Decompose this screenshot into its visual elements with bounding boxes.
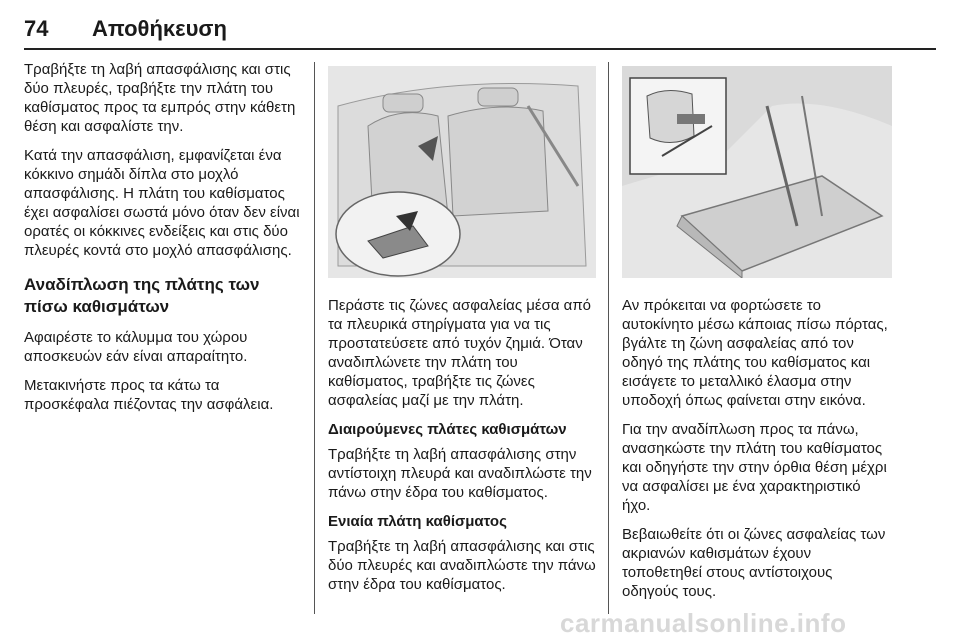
left-column (24, 60, 306, 424)
column-divider-left (314, 62, 315, 614)
footer-watermark-url: carmanualsonline.info (560, 608, 847, 638)
left-paragraph-3: Αφαιρέστε το κάλυμμα του χώρου αποσκευών εάν είναι απαραίτητο. (24, 329, 248, 365)
rear-seat-illustration (328, 66, 596, 278)
left-paragraph-1: Τραβήξτε τη λαβή απασφάλισης και στις δύο πλευρές, τραβήξτε την πλάτη του καθίσματος προς τα εμπρός στην κάθετη θέση και ασφαλίστε την. (24, 61, 296, 135)
right-paragraph-3: Βεβαιωθείτε ότι οι ζώνες ασφαλείας των ακριανών καθισμάτων έχουν τοποθετηθεί στους αντίστοιχους οδηγούς τους. (622, 526, 886, 600)
right-paragraph-2: Για την αναδίπλωση προς τα πάνω, ανασηκώστε την πλάτη του καθίσματος και οδηγήστε την στην όρθια θέση μέχρι να ασφαλίσει με ένα χαρακτηριστικό ήχο. (622, 421, 887, 514)
subheading-split-seatbacks: Διαιρούμενες πλάτες καθισμάτων (328, 421, 567, 438)
page-header (24, 12, 936, 48)
middle-paragraph-3: Τραβήξτε τη λαβή απασφάλισης και στις δύο πλευρές και αναδιπλώστε την πάνω στην έδρα του καθίσματος. (328, 538, 596, 593)
middle-paragraph-2: Τραβήξτε τη λαβή απασφάλισης στην αντίστοιχη πλευρά και αναδιπλώστε την πάνω στην έδρα του καθίσματος. (328, 446, 592, 501)
section-heading-fold-rear-seatbacks: Αναδίπλωση της πλάτης των πίσω καθισμάτων (24, 275, 260, 316)
right-paragraph-1: Αν πρόκειται να φορτώσετε το αυτοκίνητο μέσω κάποιας πίσω πόρτας, βγάλτε τη ζώνη ασφαλείας από τον οδηγό της πλάτης του καθίσματος και εισάγετε το μεταλλικό έλασμα στην υποδοχή όπως φαίνεται στην εικόνα. (622, 297, 888, 409)
page-title: Αποθήκευση (92, 16, 227, 41)
column-divider-right (608, 62, 609, 614)
header-rule (24, 48, 936, 50)
subheading-single-seatback: Ενιαία πλάτη καθίσματος (328, 513, 507, 530)
middle-paragraph-1: Περάστε τις ζώνες ασφαλείας μέσα από τα πλευρικά στηρίγματα για να τις προστατεύσετε από τυχόν ζημιά. Όταν αναδιπλώνετε την πλάτη του καθίσματος, τραβήξτε τις ζώνες ασφαλείας μαζί με την πλάτη. (328, 297, 592, 409)
right-column (622, 296, 892, 611)
page-number: 74 (24, 16, 49, 41)
left-paragraph-4: Μετακινήστε προς τα κάτω τα προσκέφαλα πιέζοντας την ασφάλεια. (24, 377, 274, 413)
seatbelt-guide-illustration (622, 66, 892, 278)
middle-column (328, 296, 596, 604)
left-paragraph-2: Κατά την απασφάλιση, εμφανίζεται ένα κόκκινο σημάδι δίπλα στο μοχλό απασφάλισης. Η πλάτη του καθίσματος έχει ασφαλίσει σωστά μόνο όταν δεν είναι ορατές οι κόκκινες ενδείξεις και στις δύο πλευρές κοντά στο μοχλό απασφάλισης. (24, 147, 300, 259)
